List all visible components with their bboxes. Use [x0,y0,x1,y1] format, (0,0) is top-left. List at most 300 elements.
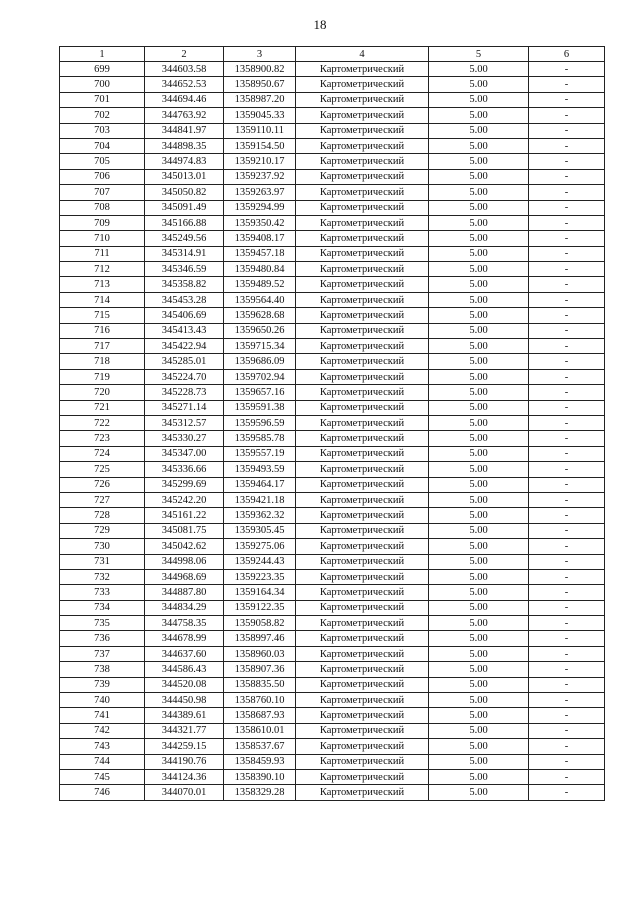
y-coordinate-cell: 1358390.10 [224,769,296,784]
point-number-cell: 744 [60,754,145,769]
table-row [60,169,605,184]
method-cell: Картометрический [296,92,429,107]
accuracy-cell: 5.00 [429,477,529,492]
accuracy-cell: 5.00 [429,539,529,554]
method-cell: Картометрический [296,369,429,384]
table-row [60,739,605,754]
method-cell: Картометрический [296,231,429,246]
accuracy-cell: 5.00 [429,323,529,338]
x-coordinate-cell: 345224.70 [145,369,224,384]
x-coordinate-cell: 344968.69 [145,569,224,584]
table-row [60,231,605,246]
x-coordinate-cell: 345228.73 [145,385,224,400]
point-number-cell: 699 [60,62,145,77]
method-cell: Картометрический [296,77,429,92]
accuracy-cell: 5.00 [429,277,529,292]
x-coordinate-cell: 345422.94 [145,339,224,354]
point-number-cell: 722 [60,415,145,430]
point-number-cell: 716 [60,323,145,338]
point-number-cell: 725 [60,462,145,477]
table-row [60,200,605,215]
table-row [60,554,605,569]
y-coordinate-cell: 1359244.43 [224,554,296,569]
point-number-cell: 732 [60,569,145,584]
method-cell: Картометрический [296,492,429,507]
x-coordinate-cell: 344603.58 [145,62,224,77]
accuracy-cell: 5.00 [429,415,529,430]
accuracy-cell: 5.00 [429,585,529,600]
note-cell: - [529,446,605,461]
y-coordinate-cell: 1359596.59 [224,415,296,430]
accuracy-cell: 5.00 [429,508,529,523]
point-number-cell: 736 [60,631,145,646]
table-row [60,92,605,107]
accuracy-cell: 5.00 [429,693,529,708]
y-coordinate-cell: 1359154.50 [224,138,296,153]
accuracy-cell: 5.00 [429,754,529,769]
accuracy-cell: 5.00 [429,77,529,92]
accuracy-cell: 5.00 [429,169,529,184]
method-cell: Картометрический [296,415,429,430]
accuracy-cell: 5.00 [429,646,529,661]
y-coordinate-cell: 1359657.16 [224,385,296,400]
x-coordinate-cell: 344652.53 [145,77,224,92]
table-row [60,415,605,430]
x-coordinate-cell: 345299.69 [145,477,224,492]
method-cell: Картометрический [296,739,429,754]
accuracy-cell: 5.00 [429,354,529,369]
table-row [60,123,605,138]
table-row [60,769,605,784]
method-cell: Картометрический [296,523,429,538]
y-coordinate-cell: 1358960.03 [224,646,296,661]
point-number-cell: 721 [60,400,145,415]
y-coordinate-cell: 1359557.19 [224,446,296,461]
table-row [60,693,605,708]
x-coordinate-cell: 345406.69 [145,308,224,323]
method-cell: Картометрический [296,662,429,677]
note-cell: - [529,169,605,184]
y-coordinate-cell: 1359294.99 [224,200,296,215]
table-row [60,600,605,615]
x-coordinate-cell: 344763.92 [145,108,224,123]
method-cell: Картометрический [296,477,429,492]
x-coordinate-cell: 345347.00 [145,446,224,461]
table-row [60,277,605,292]
note-cell: - [529,185,605,200]
y-coordinate-cell: 1359421.18 [224,492,296,507]
accuracy-cell: 5.00 [429,385,529,400]
y-coordinate-cell: 1359122.35 [224,600,296,615]
x-coordinate-cell: 344998.06 [145,554,224,569]
y-coordinate-cell: 1358987.20 [224,92,296,107]
y-coordinate-cell: 1359164.34 [224,585,296,600]
point-number-cell: 723 [60,431,145,446]
point-number-cell: 711 [60,246,145,261]
y-coordinate-cell: 1359686.09 [224,354,296,369]
note-cell: - [529,431,605,446]
point-number-cell: 738 [60,662,145,677]
method-cell: Картометрический [296,154,429,169]
note-cell: - [529,754,605,769]
accuracy-cell: 5.00 [429,308,529,323]
table-row [60,400,605,415]
point-number-cell: 730 [60,539,145,554]
table-row [60,539,605,554]
point-number-cell: 746 [60,785,145,800]
table-row [60,616,605,631]
x-coordinate-cell: 344389.61 [145,708,224,723]
accuracy-cell: 5.00 [429,231,529,246]
accuracy-cell: 5.00 [429,785,529,800]
method-cell: Картометрический [296,123,429,138]
accuracy-cell: 5.00 [429,138,529,153]
point-number-cell: 709 [60,215,145,230]
table-row [60,662,605,677]
method-cell: Картометрический [296,277,429,292]
table-row [60,785,605,800]
method-cell: Картометрический [296,62,429,77]
x-coordinate-cell: 345013.01 [145,169,224,184]
note-cell: - [529,539,605,554]
table-row [60,631,605,646]
note-cell: - [529,554,605,569]
table-row [60,108,605,123]
accuracy-cell: 5.00 [429,769,529,784]
method-cell: Картометрический [296,354,429,369]
method-cell: Картометрический [296,723,429,738]
note-cell: - [529,585,605,600]
accuracy-cell: 5.00 [429,400,529,415]
point-number-cell: 713 [60,277,145,292]
note-cell: - [529,646,605,661]
y-coordinate-cell: 1359362.32 [224,508,296,523]
x-coordinate-cell: 345285.01 [145,354,224,369]
accuracy-cell: 5.00 [429,431,529,446]
note-cell: - [529,62,605,77]
point-number-cell: 745 [60,769,145,784]
y-coordinate-cell: 1358537.67 [224,739,296,754]
point-number-cell: 735 [60,616,145,631]
point-number-cell: 710 [60,231,145,246]
accuracy-cell: 5.00 [429,569,529,584]
x-coordinate-cell: 345453.28 [145,292,224,307]
method-cell: Картометрический [296,308,429,323]
x-coordinate-cell: 345166.88 [145,215,224,230]
note-cell: - [529,523,605,538]
column-header-4: 4 [296,47,429,62]
table-row [60,585,605,600]
method-cell: Картометрический [296,631,429,646]
accuracy-cell: 5.00 [429,246,529,261]
note-cell: - [529,708,605,723]
page-number: 18 [313,17,327,32]
point-number-cell: 740 [60,693,145,708]
point-number-cell: 715 [60,308,145,323]
table-body [60,62,605,801]
method-cell: Картометрический [296,431,429,446]
table-row [60,215,605,230]
note-cell: - [529,246,605,261]
accuracy-cell: 5.00 [429,292,529,307]
method-cell: Картометрический [296,616,429,631]
accuracy-cell: 5.00 [429,462,529,477]
note-cell: - [529,723,605,738]
point-number-cell: 734 [60,600,145,615]
table-row [60,292,605,307]
column-header-5: 5 [429,47,529,62]
accuracy-cell: 5.00 [429,108,529,123]
x-coordinate-cell: 345242.20 [145,492,224,507]
y-coordinate-cell: 1359489.52 [224,277,296,292]
y-coordinate-cell: 1358760.10 [224,693,296,708]
note-cell: - [529,154,605,169]
y-coordinate-cell: 1358459.93 [224,754,296,769]
y-coordinate-cell: 1359591.38 [224,400,296,415]
method-cell: Картометрический [296,108,429,123]
accuracy-cell: 5.00 [429,600,529,615]
table-row [60,508,605,523]
accuracy-cell: 5.00 [429,123,529,138]
table-row [60,646,605,661]
note-cell: - [529,277,605,292]
method-cell: Картометрический [296,446,429,461]
y-coordinate-cell: 1359715.34 [224,339,296,354]
y-coordinate-cell: 1359110.11 [224,123,296,138]
point-number-cell: 701 [60,92,145,107]
table-row [60,138,605,153]
note-cell: - [529,616,605,631]
note-cell: - [529,108,605,123]
accuracy-cell: 5.00 [429,369,529,384]
point-number-cell: 717 [60,339,145,354]
x-coordinate-cell: 345249.56 [145,231,224,246]
point-number-cell: 700 [60,77,145,92]
note-cell: - [529,462,605,477]
accuracy-cell: 5.00 [429,616,529,631]
note-cell: - [529,262,605,277]
y-coordinate-cell: 1358900.82 [224,62,296,77]
note-cell: - [529,415,605,430]
point-number-cell: 706 [60,169,145,184]
point-number-cell: 719 [60,369,145,384]
point-number-cell: 712 [60,262,145,277]
x-coordinate-cell: 344758.35 [145,616,224,631]
method-cell: Картометрический [296,169,429,184]
method-cell: Картометрический [296,585,429,600]
x-coordinate-cell: 345314.91 [145,246,224,261]
accuracy-cell: 5.00 [429,739,529,754]
note-cell: - [529,231,605,246]
note-cell: - [529,785,605,800]
accuracy-cell: 5.00 [429,446,529,461]
note-cell: - [529,323,605,338]
note-cell: - [529,677,605,692]
point-number-cell: 707 [60,185,145,200]
y-coordinate-cell: 1359210.17 [224,154,296,169]
y-coordinate-cell: 1358950.67 [224,77,296,92]
method-cell: Картометрический [296,262,429,277]
method-cell: Картометрический [296,200,429,215]
method-cell: Картометрический [296,246,429,261]
y-coordinate-cell: 1359275.06 [224,539,296,554]
x-coordinate-cell: 344898.35 [145,138,224,153]
y-coordinate-cell: 1359305.45 [224,523,296,538]
method-cell: Картометрический [296,339,429,354]
note-cell: - [529,92,605,107]
x-coordinate-cell: 345413.43 [145,323,224,338]
note-cell: - [529,385,605,400]
method-cell: Картометрический [296,215,429,230]
point-number-cell: 724 [60,446,145,461]
table-row [60,477,605,492]
table-row [60,62,605,77]
note-cell: - [529,138,605,153]
x-coordinate-cell: 344070.01 [145,785,224,800]
x-coordinate-cell: 345330.27 [145,431,224,446]
method-cell: Картометрический [296,708,429,723]
x-coordinate-cell: 344321.77 [145,723,224,738]
note-cell: - [529,492,605,507]
point-number-cell: 726 [60,477,145,492]
note-cell: - [529,477,605,492]
accuracy-cell: 5.00 [429,154,529,169]
note-cell: - [529,508,605,523]
table-row [60,677,605,692]
x-coordinate-cell: 344887.80 [145,585,224,600]
method-cell: Картометрический [296,138,429,153]
point-number-cell: 728 [60,508,145,523]
x-coordinate-cell: 345091.49 [145,200,224,215]
y-coordinate-cell: 1359408.17 [224,231,296,246]
accuracy-cell: 5.00 [429,631,529,646]
point-number-cell: 704 [60,138,145,153]
y-coordinate-cell: 1358329.28 [224,785,296,800]
method-cell: Картометрический [296,785,429,800]
point-number-cell: 731 [60,554,145,569]
accuracy-cell: 5.00 [429,662,529,677]
method-cell: Картометрический [296,323,429,338]
x-coordinate-cell: 344974.83 [145,154,224,169]
note-cell: - [529,308,605,323]
table-row [60,246,605,261]
point-number-cell: 702 [60,108,145,123]
method-cell: Картометрический [296,385,429,400]
x-coordinate-cell: 344190.76 [145,754,224,769]
y-coordinate-cell: 1359702.94 [224,369,296,384]
x-coordinate-cell: 345161.22 [145,508,224,523]
x-coordinate-cell: 345271.14 [145,400,224,415]
table-row [60,77,605,92]
note-cell: - [529,123,605,138]
column-header-3: 3 [224,47,296,62]
table-row [60,708,605,723]
accuracy-cell: 5.00 [429,339,529,354]
table-row [60,462,605,477]
point-number-cell: 733 [60,585,145,600]
method-cell: Картометрический [296,754,429,769]
accuracy-cell: 5.00 [429,723,529,738]
table-row [60,185,605,200]
x-coordinate-cell: 345312.57 [145,415,224,430]
point-number-cell: 743 [60,739,145,754]
y-coordinate-cell: 1358835.50 [224,677,296,692]
point-number-cell: 703 [60,123,145,138]
table-row [60,339,605,354]
y-coordinate-cell: 1359628.68 [224,308,296,323]
accuracy-cell: 5.00 [429,492,529,507]
method-cell: Картометрический [296,185,429,200]
accuracy-cell: 5.00 [429,185,529,200]
y-coordinate-cell: 1359564.40 [224,292,296,307]
note-cell: - [529,739,605,754]
point-number-cell: 705 [60,154,145,169]
accuracy-cell: 5.00 [429,677,529,692]
method-cell: Картометрический [296,569,429,584]
x-coordinate-cell: 345358.82 [145,277,224,292]
table-row [60,431,605,446]
y-coordinate-cell: 1359585.78 [224,431,296,446]
accuracy-cell: 5.00 [429,62,529,77]
note-cell: - [529,600,605,615]
method-cell: Картометрический [296,600,429,615]
table-row [60,262,605,277]
y-coordinate-cell: 1359058.82 [224,616,296,631]
accuracy-cell: 5.00 [429,262,529,277]
point-number-cell: 729 [60,523,145,538]
method-cell: Картометрический [296,693,429,708]
method-cell: Картометрический [296,677,429,692]
point-number-cell: 727 [60,492,145,507]
y-coordinate-cell: 1358907.36 [224,662,296,677]
y-coordinate-cell: 1359457.18 [224,246,296,261]
method-cell: Картометрический [296,292,429,307]
x-coordinate-cell: 344694.46 [145,92,224,107]
y-coordinate-cell: 1358610.01 [224,723,296,738]
y-coordinate-cell: 1359223.35 [224,569,296,584]
note-cell: - [529,693,605,708]
accuracy-cell: 5.00 [429,200,529,215]
point-number-cell: 720 [60,385,145,400]
column-header-2: 2 [145,47,224,62]
table-row [60,385,605,400]
point-number-cell: 742 [60,723,145,738]
x-coordinate-cell: 344586.43 [145,662,224,677]
table-row [60,446,605,461]
point-number-cell: 739 [60,677,145,692]
x-coordinate-cell: 344259.15 [145,739,224,754]
x-coordinate-cell: 344678.99 [145,631,224,646]
y-coordinate-cell: 1358997.46 [224,631,296,646]
method-cell: Картометрический [296,554,429,569]
table-row [60,492,605,507]
method-cell: Картометрический [296,646,429,661]
accuracy-cell: 5.00 [429,523,529,538]
accuracy-cell: 5.00 [429,215,529,230]
note-cell: - [529,354,605,369]
coordinates-table [59,46,605,801]
note-cell: - [529,631,605,646]
x-coordinate-cell: 344520.08 [145,677,224,692]
y-coordinate-cell: 1359480.84 [224,262,296,277]
x-coordinate-cell: 345336.66 [145,462,224,477]
accuracy-cell: 5.00 [429,554,529,569]
y-coordinate-cell: 1358687.93 [224,708,296,723]
note-cell: - [529,292,605,307]
point-number-cell: 708 [60,200,145,215]
note-cell: - [529,200,605,215]
table-row [60,323,605,338]
